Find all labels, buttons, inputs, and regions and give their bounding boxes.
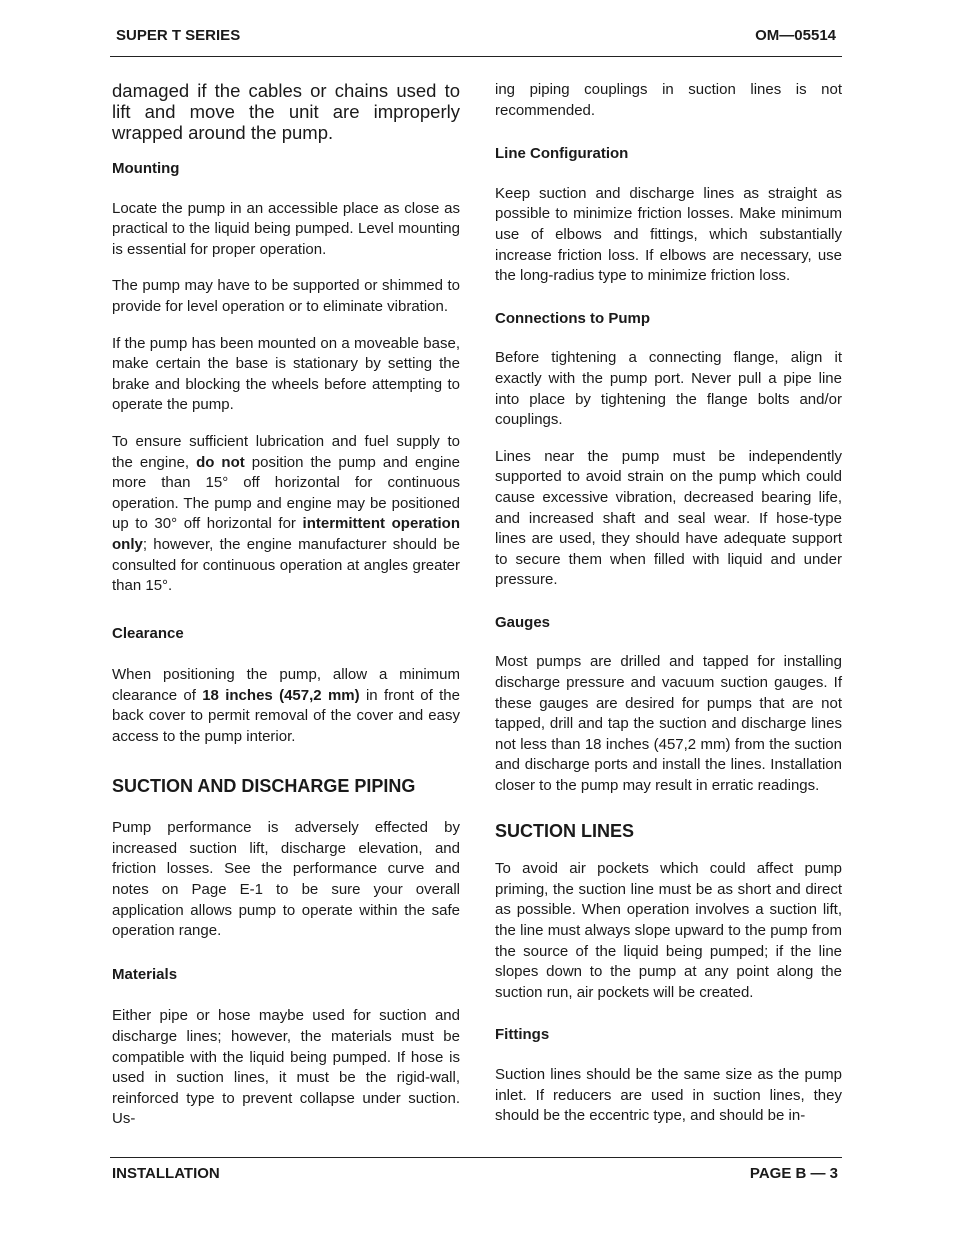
piping-heading: SUCTION AND DISCHARGE PIPING <box>112 775 416 796</box>
line-configuration-heading: Line Configuration <box>495 145 629 163</box>
fittings-heading: Fittings <box>495 1026 550 1044</box>
line-configuration-paragraph: Keep suction and discharge lines as straight as possible to minimize friction losses. Make minimum use of elbows and fittings, which substantially increase friction loss. If elbows are necessary, use the long-radius type to minimize friction loss. <box>495 184 842 285</box>
mounting-paragraph-3: If the pump has been mounted on a moveable base, make certain the base is stationary by setting the brake and blocking the wheels before attempting to operate the pump. <box>112 334 460 414</box>
left-column <box>112 80 460 1146</box>
connections-paragraph-2: Lines near the pump must be independently supported to avoid strain on the pump which could cause excessive vibration, decreased bearing life, and increased shaft and seal wear. If hose-type lines are used, they should have adequate support to secure them when filled with liquid and under pressure. <box>495 447 842 589</box>
suction-lines-heading: SUCTION LINES <box>495 820 635 841</box>
mounting-paragraph-1: Locate the pump in an accessible place as close as practical to the liquid being pumped. Level mounting is essential for proper operation. <box>112 199 460 258</box>
materials-paragraph: Either pipe or hose maybe used for suction and discharge lines; however, the materials must be compatible with the liquid being pumped. If hose is used in suction lines, it must be the rigid-wall, reinforced type to prevent collapse under suction. Us- <box>112 1007 460 1128</box>
gauges-heading: Gauges <box>495 613 551 631</box>
gauges-paragraph: Most pumps are drilled and tapped for installing discharge pressure and vacuum suction gauges. If these gauges are desired for pumps that are not tapped, drill and tap the suction and discharge lines not less than 18 inches (457,2 mm) from the suction and discharge ports and install the lines. Installation closer to the pump may result in erratic readings. <box>495 653 842 795</box>
mounting-paragraph-2: The pump may have to be supported or shimmed to provide for level operation or to eliminate vibration. <box>112 277 460 315</box>
emphasis-intermittent: intermittent operation only <box>112 515 460 553</box>
header-doc-number: OM—05514 <box>755 27 836 44</box>
materials-heading: Materials <box>112 965 178 983</box>
text-run: position the pump and engine more than 15° off horizontal for continuous operation. The pump and engine may be positioned up to 30° off horizontal for <box>112 453 460 533</box>
clearance-heading: Clearance <box>112 624 184 642</box>
text-run: in front of the back cover to permit removal of the cover and easy access to the pump interior. <box>112 686 460 746</box>
footer-rule <box>110 1157 842 1158</box>
emphasis-do-not: do not <box>196 453 245 471</box>
text-run: ; however, the engine manufacturer should be consulted for continuous operation at angles greater than 15°. <box>112 535 460 595</box>
piping-paragraph: Pump performance is adversely effected by increased suction lift, discharge elevation, and friction losses. See the performance curve and notes on Page E-1 to be sure your overall application allows pump to operate within the safe operation range. <box>112 819 460 940</box>
mounting-heading: Mounting <box>112 160 180 177</box>
right-column <box>495 80 842 1143</box>
suction-lines-paragraph: To avoid air pockets which could affect pump priming, the suction line must be as short and direct as possible. When operation involves a suction lift, the line must always slope upward to the pump from the source of the liquid being pumped; if the line slopes down to the pump at any point along the suction run, air pockets will be created. <box>495 860 842 1001</box>
clearance-paragraph <box>112 665 460 747</box>
mounting-paragraph-4 <box>112 432 460 597</box>
connections-heading: Connections to Pump <box>495 309 650 327</box>
footer-section: INSTALLATION <box>112 1165 220 1182</box>
intro-text: damaged if the cables or chains used to lift and move the unit are improperly wrapped around the pump. <box>112 80 460 143</box>
text-run: To ensure sufficient lubrication and fuel supply to the engine, <box>112 432 460 471</box>
connections-paragraph-1: Before tightening a connecting flange, align it exactly with the pump port. Never pull a pipe line into place by tightening the flange bolts and/or couplings. <box>495 349 842 429</box>
header-series: SUPER T SERIES <box>116 27 241 44</box>
footer-page-number: PAGE B — 3 <box>749 1165 838 1182</box>
fittings-paragraph: Suction lines should be the same size as the pump inlet. If reducers are used in suction lines, they should be the eccentric type, and should be in- <box>495 1065 842 1125</box>
text-run: When positioning the pump, allow a minimum clearance of <box>112 666 460 704</box>
continued-text: ing piping couplings in suction lines is not recommended. <box>495 81 842 119</box>
header-rule <box>110 56 842 57</box>
emphasis-clearance: 18 inches (457,2 mm) <box>202 686 360 704</box>
